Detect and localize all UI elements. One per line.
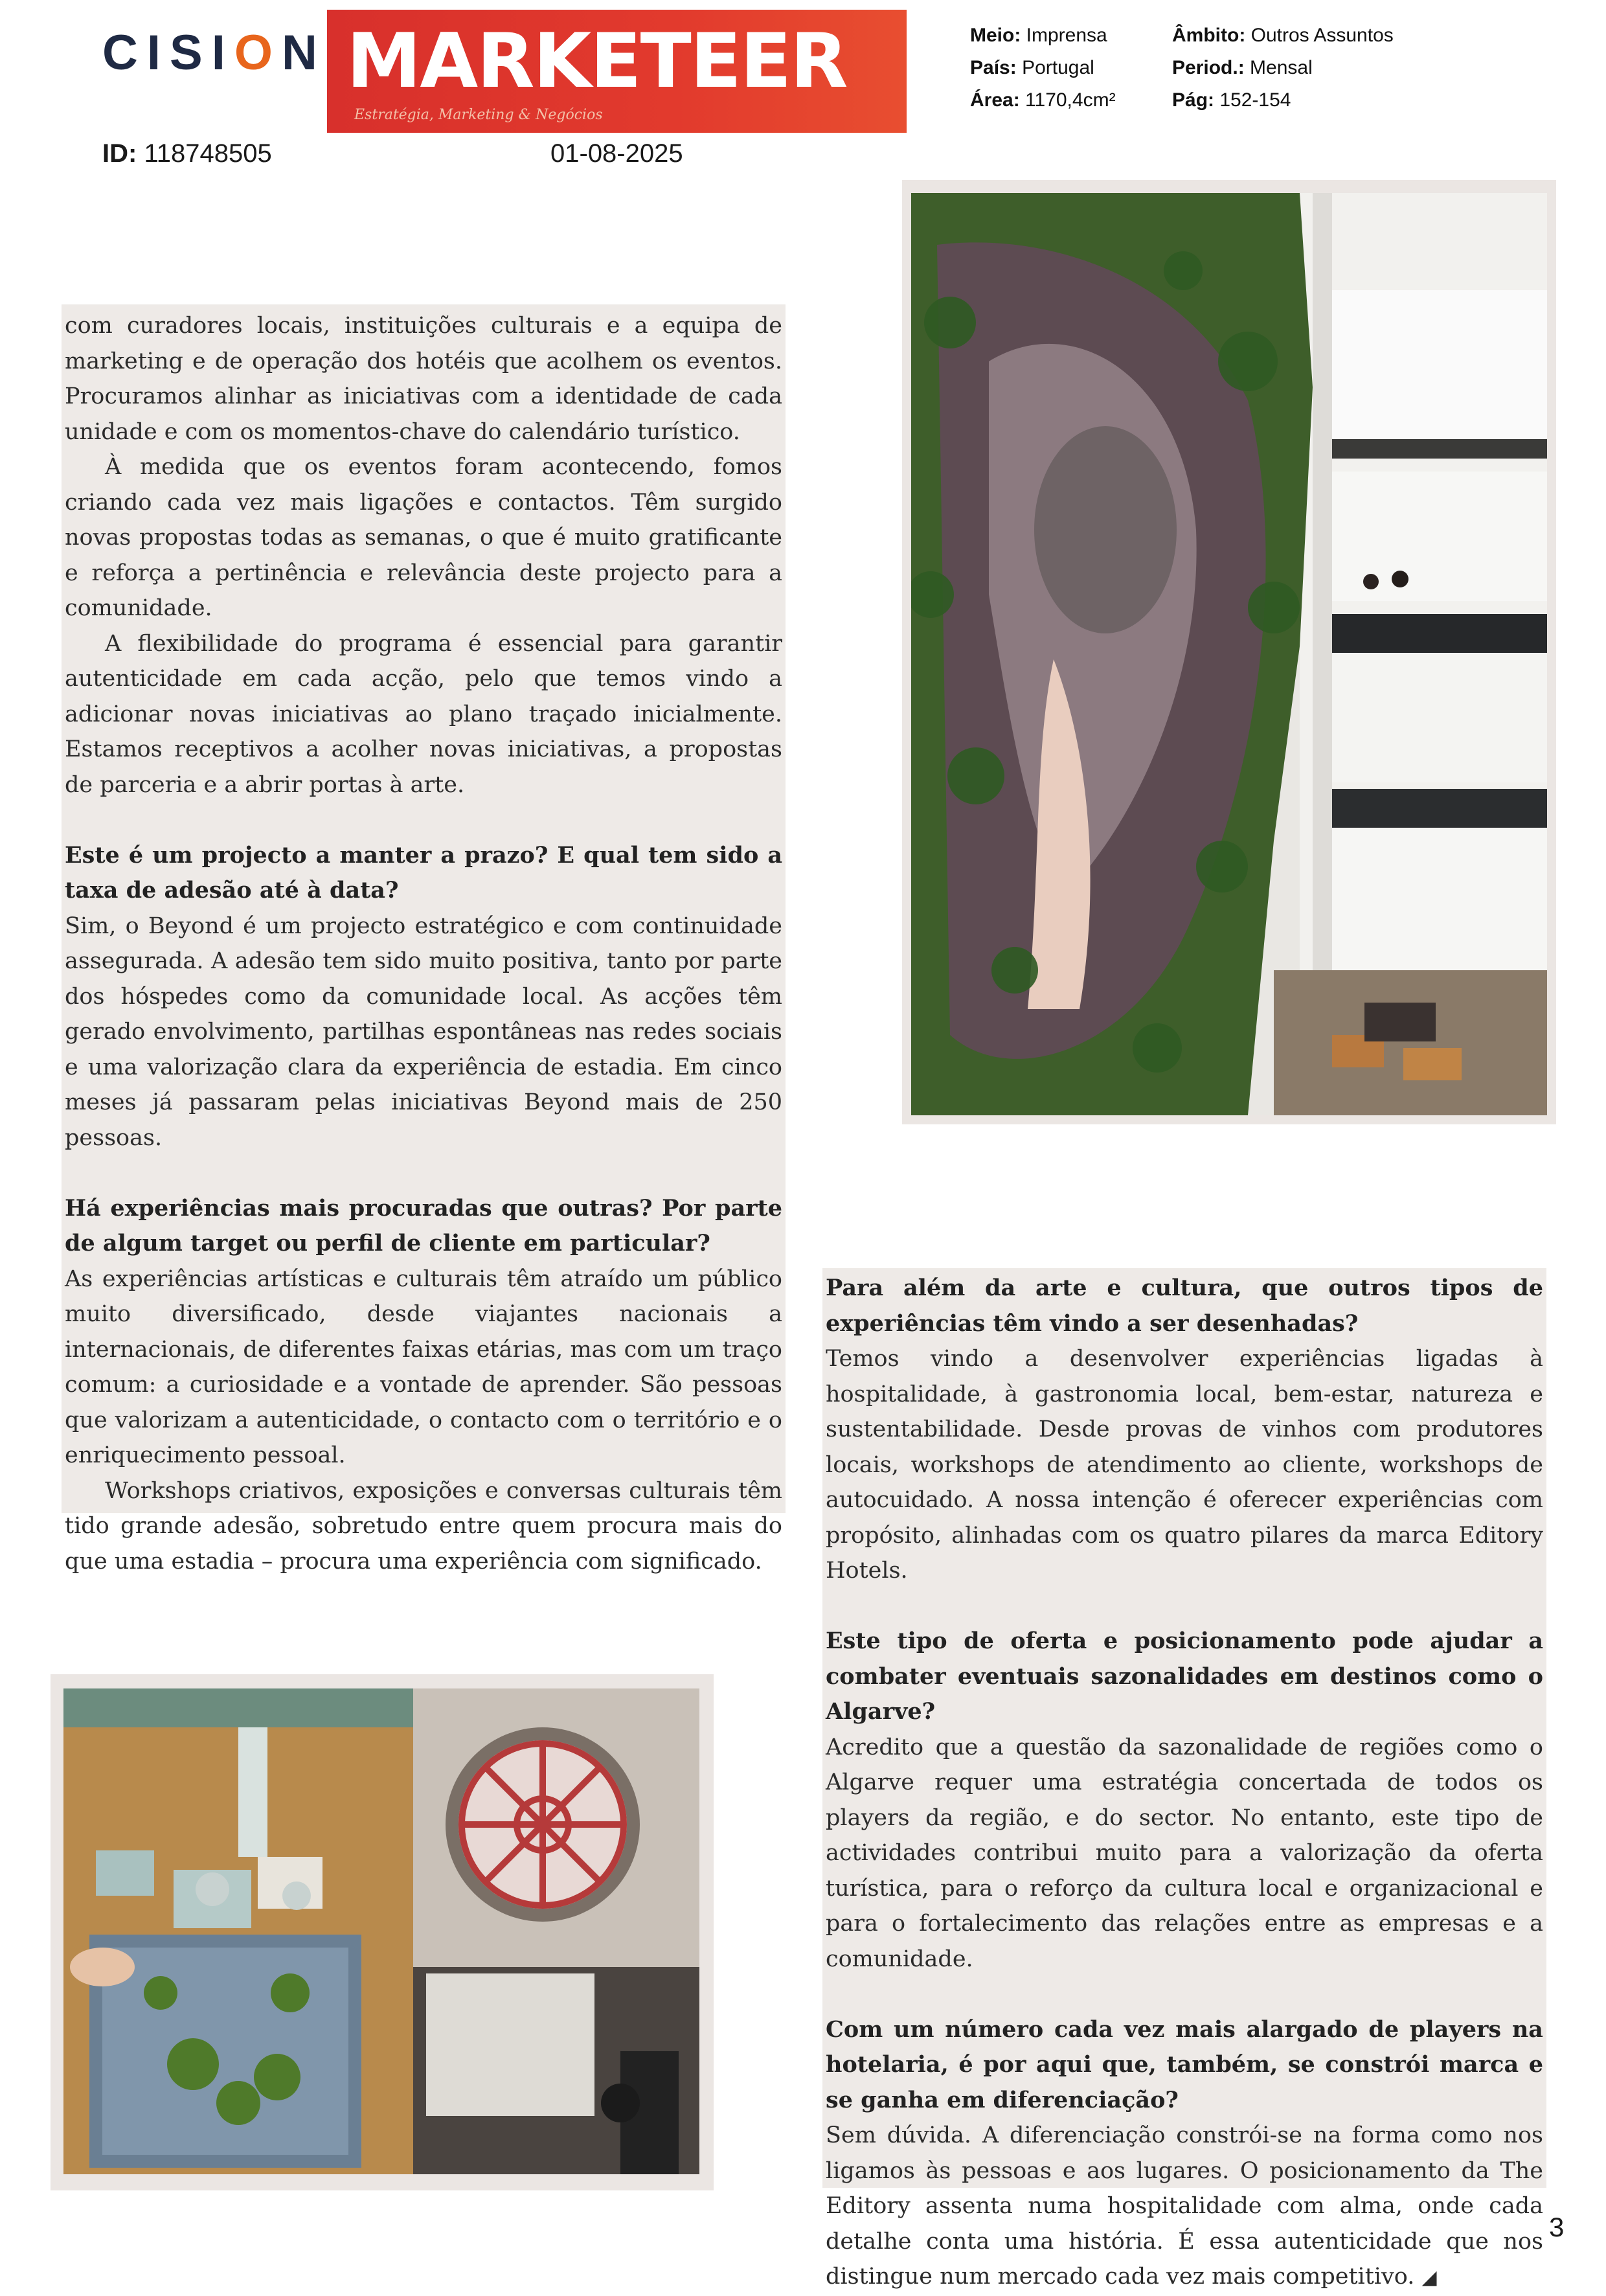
workshop-room-illustration: [63, 1688, 699, 2174]
cision-logo: CISION: [102, 25, 326, 80]
meta-medium: Meio: Imprensa: [970, 25, 1107, 46]
question-heading: Este tipo de oferta e posicionamento pode ajudar a combater eventuais sazonalidades em destinos como o Algarve?: [826, 1628, 1543, 1725]
meta-country: País: Portugal: [970, 57, 1094, 78]
paragraph: A flexibilidade do programa é essencial para garantir autenticidade em cada acção, pelo que temos vindo a adicionar novas iniciativas ao plano traçado inicialmente. Estamos receptivos a acolher novas iniciativas, a propostas de parceria e a abrir portas à arte.: [65, 630, 782, 798]
clip-id: ID: 118748505: [102, 139, 272, 168]
end-mark-icon: ◢: [1421, 2266, 1437, 2289]
answer-paragraph: Sim, o Beyond é um projecto estratégico e com continuidade assegurada. A adesão tem sido muito positiva, tanto por parte dos hóspedes como da comunidade local. As acções têm gerado envolvimento, partilhas espontâneas nas redes sociais e uma valorização clara da experiência de estadia. Em cinco meses já passaram pelas iniciativas Beyond mais de 250 pessoas.: [65, 913, 782, 1151]
workshop-room-photo: [51, 1674, 714, 2190]
meta-area: Área: 1170,4cm²: [970, 89, 1116, 111]
clip-date: 01-08-2025: [550, 139, 683, 168]
paragraph: À medida que os eventos foram acontecendo, fomos criando cada vez mais ligações e contactos. Têm surgido novas propostas todas as semanas, o que é muito gratificante e reforça a pertinência e relevância deste projecto para a comunidade.: [65, 454, 782, 621]
meta-left: [970, 19, 1116, 117]
atrium-mural-photo: [902, 180, 1556, 1124]
answer-paragraph: Acredito que a questão da sazonalidade de regiões como o Algarve requer uma estratégia concertada de todos os players da região, e do sector. No entanto, este tipo de actividades contribui muito para a valorização da oferta turística, para o reforço da cultura local e organizacional e para o fortalecimento das relações entre as empresas e a comunidade.: [826, 1734, 1543, 1972]
meta-period: Period.: Mensal: [1172, 57, 1313, 78]
meta-page: Pág: 152-154: [1172, 89, 1291, 111]
question-heading: Este é um projecto a manter a prazo? E qual tem sido a taxa de adesão até à data?: [65, 841, 782, 904]
left-column: [65, 308, 782, 1579]
answer-paragraph: Workshops criativos, exposições e conversas culturais têm tido grande adesão, sobretudo entre quem procura mais do que uma estadia – procura uma experiência com significado.: [65, 1477, 782, 1574]
paragraph: com curadores locais, instituições culturais e a equipa de marketing e de operação dos hotéis que acolhem os eventos. Procuramos alinhar as iniciativas com a identidade de cada unidade e com os momentos-chave do calendário turístico.: [65, 313, 782, 445]
marketeer-logo-title: MARKETEER: [346, 17, 847, 105]
meta-scope: Âmbito: Outros Assuntos: [1172, 25, 1394, 46]
answer-paragraph: Sem dúvida. A diferenciação constrói-se na forma como nos ligamos às pessoas e aos lugares. O posicionamento da The Editory assenta numa hospitalidade com alma, onde cada detalhe conta uma história. É essa autenticidade que nos distingue num mercado cada vez mais competitivo. ◢: [826, 2122, 1543, 2290]
question-heading: Para além da arte e cultura, que outros tipos de experiências têm vindo a ser desenhadas?: [826, 1275, 1543, 1337]
right-column: [826, 1271, 1543, 2296]
marketeer-logo-tagline: Estratégia, Marketing & Negócios: [354, 107, 603, 123]
page-number: 3: [1549, 2212, 1565, 2242]
meta-right: [1172, 19, 1394, 117]
answer-paragraph: Temos vindo a desenvolver experiências ligadas à hospitalidade, à gastronomia local, bem-estar, natureza e sustentabilidade. Desde provas de vinhos com produtores locais, workshops de atendimento ao cliente, workshops de autocuidado. A nossa intenção é oferecer experiências com propósito, alinhadas com os quatro pilares da marca Editory Hotels.: [826, 1346, 1543, 1584]
marketeer-logo: [327, 10, 907, 133]
question-heading: Há experiências mais procuradas que outras? Por parte de algum target ou perfil de cliente em particular?: [65, 1194, 782, 1256]
answer-paragraph: As experiências artísticas e culturais têm atraído um público muito diversificado, desde viajantes nacionais a internacionais, de diferentes faixas etárias, mas com um traço comum: a curiosidade e a vontade de aprender. São pessoas que valorizam a autenticidade, o contacto com o território e o enriquecimento pessoal.: [65, 1266, 782, 1468]
atrium-mural-illustration: [911, 193, 1547, 1115]
question-heading: Com um número cada vez mais alargado de players na hotelaria, é por aqui que, também, se constrói marca e se ganha em diferenciação?: [826, 2016, 1543, 2113]
